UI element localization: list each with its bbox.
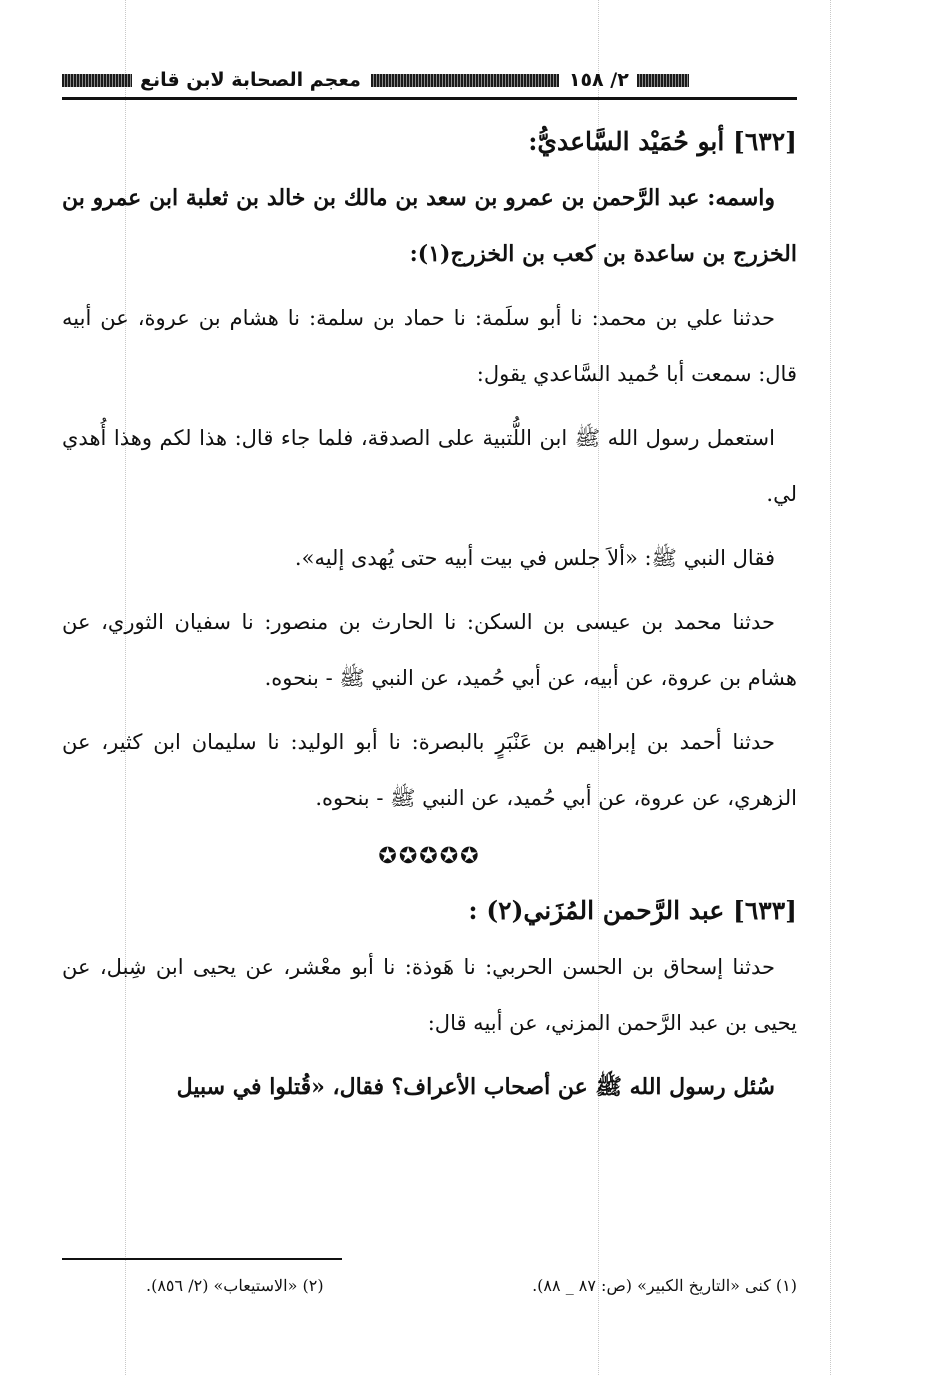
header-ornament <box>371 74 559 87</box>
footnotes <box>146 1276 797 1295</box>
page <box>62 60 797 1115</box>
header-ornament <box>637 74 689 87</box>
header-ornament <box>62 74 132 87</box>
scan-artifact <box>830 0 831 1375</box>
paragraph: فقال النبي ﷺ: «ألاَ جلس في بيت أبيه حتى يُهدى إليه». <box>294 546 775 570</box>
book-title: معجم الصحابة لابن قانع <box>140 69 361 91</box>
footnote: (٢) «الاستيعاب» (٢/ ٨٥٦). <box>146 1276 324 1295</box>
page-number: ٢/ ١٥٨ <box>568 69 629 91</box>
section-separator: ✪✪✪✪✪ <box>378 844 481 869</box>
paragraph: استعمل رسول الله ﷺ ابن اللُّتبية على الصدقة، فلما جاء قال: هذا لكم وهذا أُهدي لي. <box>62 426 797 506</box>
paragraph: حدثنا إسحاق بن الحسن الحربي: نا هَوذة: نا أبو معْشر، عن يحيى ابن شِبل، عن يحيى بن عبد الرَّحمن المزني، عن أبيه قال: <box>62 955 797 1035</box>
header-rule <box>62 97 797 100</box>
body-text <box>62 122 797 1115</box>
footnote: (١) كنى «التاريخ الكبير» (ص: ٨٧ _ ٨٨). <box>532 1276 797 1295</box>
paragraph: سُئل رسول الله ﷺ عن أصحاب الأعراف؟ فقال، «قُتلوا في سبيل <box>176 1074 775 1100</box>
paragraph: حدثنا أحمد بن إبراهيم بن عَنْبَرٍ بالبصرة: نا أبو الوليد: نا سليمان ابن كثير، عن الزهري، عن عروة، عن أبي حُميد، عن النبي ﷺ - بنحوه. <box>62 730 797 810</box>
paragraph: واسمه: عبد الرَّحمن بن عمرو بن سعد بن مالك بن خالد بن ثعلبة ابن عمرو بن الخزرج بن ساعدة بن كعب بن الخزرج(١): <box>62 185 797 267</box>
paragraph: حدثنا محمد بن عيسى بن السكن: نا الحارث بن منصور: نا سفيان الثوري، عن هشام بن عروة، عن أبيه، عن أبي حُميد، عن النبي ﷺ - بنحوه. <box>62 610 797 690</box>
paragraph: حدثنا علي بن محمد: نا أبو سلَمة: نا حماد بن سلمة: نا هشام بن عروة، عن أبيه قال: سمعت أبا حُميد السَّاعدي يقول: <box>62 306 797 386</box>
entry-heading: [٦٣٢] أبو حُمَيْد السَّاعديُّ: <box>528 127 797 156</box>
entry-heading: [٦٣٣] عبد الرَّحمن المُزَني(٢) : <box>468 896 797 925</box>
running-header <box>62 60 797 100</box>
footnote-rule <box>62 1258 342 1260</box>
